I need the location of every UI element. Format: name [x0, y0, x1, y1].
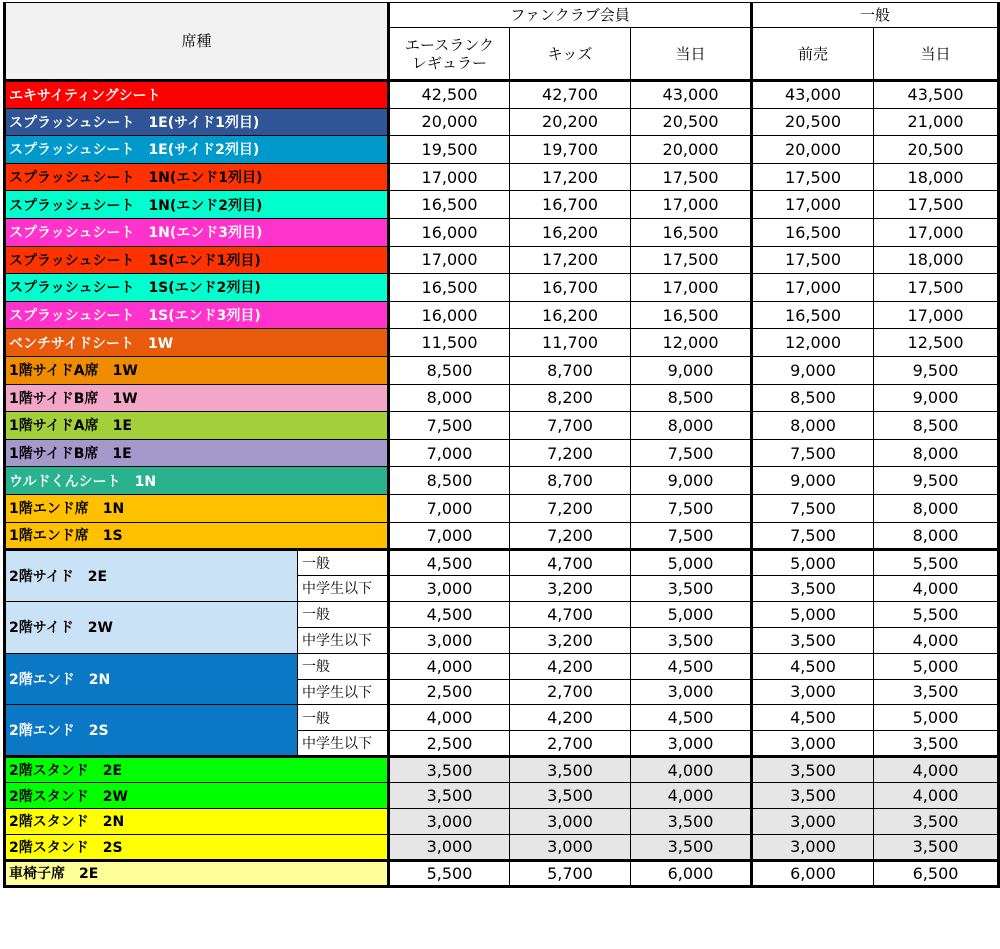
price-cell: 3,200 [510, 575, 631, 601]
seat-name: 2階スタンド 2W [5, 783, 389, 809]
price-cell: 8,000 [631, 412, 752, 440]
table-row [5, 136, 999, 164]
seat-name: エキサイティングシート [5, 81, 389, 109]
price-cell: 17,500 [631, 246, 752, 274]
price-cell: 5,500 [874, 550, 999, 576]
seat-name: 2階スタンド 2E [5, 757, 389, 783]
price-cell: 3,000 [389, 834, 510, 860]
price-cell: 8,500 [874, 412, 999, 440]
price-cell: 3,000 [389, 627, 510, 653]
price-cell: 12,000 [631, 329, 752, 357]
price-cell: 7,500 [389, 412, 510, 440]
table-row [5, 191, 999, 219]
price-cell: 17,500 [874, 274, 999, 302]
price-cell: 17,000 [752, 191, 874, 219]
price-cell: 4,000 [874, 575, 999, 601]
price-cell: 3,000 [752, 731, 874, 757]
price-cell: 9,000 [752, 467, 874, 495]
ticket-type-label: 一般 [298, 705, 389, 731]
price-cell: 20,500 [752, 108, 874, 136]
price-cell: 4,700 [510, 601, 631, 627]
header-ace-regular: エースランク レギュラー [389, 28, 510, 81]
table-row [5, 522, 999, 550]
price-cell: 20,500 [631, 108, 752, 136]
price-cell: 42,700 [510, 81, 631, 109]
price-cell: 16,500 [389, 274, 510, 302]
table-row [5, 218, 999, 246]
price-cell: 7,200 [510, 494, 631, 522]
price-cell: 6,000 [752, 860, 874, 886]
price-cell: 17,000 [874, 301, 999, 329]
price-cell: 42,500 [389, 81, 510, 109]
price-cell: 9,000 [631, 467, 752, 495]
price-cell: 9,000 [631, 356, 752, 384]
seat-name: スプラッシュシート 1N(エンド3列目) [5, 218, 389, 246]
price-cell: 3,500 [631, 627, 752, 653]
price-cell: 20,200 [510, 108, 631, 136]
table-row [5, 108, 999, 136]
price-cell: 20,000 [752, 136, 874, 164]
price-cell: 16,200 [510, 218, 631, 246]
price-cell: 7,500 [752, 522, 874, 550]
header-fan-day: 当日 [631, 28, 752, 81]
price-cell: 16,000 [389, 301, 510, 329]
price-cell: 12,000 [752, 329, 874, 357]
price-cell: 3,000 [631, 679, 752, 705]
price-cell: 7,500 [631, 494, 752, 522]
price-cell: 8,000 [389, 384, 510, 412]
table-row [5, 809, 999, 835]
table-row [5, 705, 999, 731]
ticket-type-label: 一般 [298, 550, 389, 576]
seat-name: 2階サイド 2W [5, 601, 298, 653]
price-cell: 18,000 [874, 163, 999, 191]
price-cell: 8,000 [752, 412, 874, 440]
header-advance: 前売 [752, 28, 874, 81]
table-row [5, 329, 999, 357]
price-cell: 16,500 [389, 191, 510, 219]
price-cell: 3,000 [389, 809, 510, 835]
price-cell: 4,000 [631, 757, 752, 783]
price-cell: 11,500 [389, 329, 510, 357]
price-cell: 16,700 [510, 191, 631, 219]
price-cell: 17,000 [389, 163, 510, 191]
seat-name: 1階エンド席 1S [5, 522, 389, 550]
price-cell: 4,500 [389, 550, 510, 576]
price-cell: 2,500 [389, 731, 510, 757]
price-cell: 5,500 [874, 601, 999, 627]
seat-name: スプラッシュシート 1S(エンド3列目) [5, 301, 389, 329]
price-cell: 3,500 [752, 783, 874, 809]
price-cell: 8,500 [752, 384, 874, 412]
price-cell: 18,000 [874, 246, 999, 274]
price-cell: 3,500 [510, 783, 631, 809]
table-row [5, 467, 999, 495]
price-cell: 3,000 [631, 731, 752, 757]
price-cell: 3,000 [510, 809, 631, 835]
price-cell: 3,000 [752, 834, 874, 860]
seat-name: 2階サイド 2E [5, 550, 298, 602]
price-cell: 7,700 [510, 412, 631, 440]
header-fanclub: ファンクラブ会員 [389, 3, 752, 28]
price-cell: 17,200 [510, 246, 631, 274]
price-cell: 12,500 [874, 329, 999, 357]
seat-name: 2階エンド 2N [5, 653, 298, 705]
price-cell: 16,500 [752, 218, 874, 246]
header-seat-type: 席種 [5, 3, 389, 81]
seat-name: ウルドくんシート 1N [5, 467, 389, 495]
seat-name: ベンチサイドシート 1W [5, 329, 389, 357]
seat-name: スプラッシュシート 1E(サイド2列目) [5, 136, 389, 164]
price-cell: 8,000 [874, 439, 999, 467]
price-cell: 17,500 [631, 163, 752, 191]
price-cell: 4,500 [752, 705, 874, 731]
price-cell: 7,500 [752, 494, 874, 522]
price-cell: 43,000 [752, 81, 874, 109]
seat-name: スプラッシュシート 1S(エンド2列目) [5, 274, 389, 302]
seat-name: スプラッシュシート 1E(サイド1列目) [5, 108, 389, 136]
table-row [5, 834, 999, 860]
price-cell: 6,000 [631, 860, 752, 886]
ticket-type-label: 一般 [298, 653, 389, 679]
price-cell: 2,700 [510, 679, 631, 705]
price-cell: 3,500 [874, 679, 999, 705]
price-cell: 4,500 [752, 653, 874, 679]
price-cell: 17,000 [874, 218, 999, 246]
price-cell: 4,000 [874, 627, 999, 653]
price-cell: 9,500 [874, 467, 999, 495]
ticket-type-label: 中学生以下 [298, 679, 389, 705]
ticket-type-label: 中学生以下 [298, 731, 389, 757]
table-row [5, 301, 999, 329]
price-cell: 4,200 [510, 653, 631, 679]
price-cell: 3,000 [389, 575, 510, 601]
price-cell: 21,000 [874, 108, 999, 136]
price-cell: 3,000 [752, 679, 874, 705]
ticket-type-label: 中学生以下 [298, 575, 389, 601]
seat-name: 1階サイドA席 1W [5, 356, 389, 384]
price-cell: 5,000 [874, 653, 999, 679]
price-cell: 4,000 [389, 705, 510, 731]
seat-name: スプラッシュシート 1N(エンド1列目) [5, 163, 389, 191]
table-row [5, 412, 999, 440]
price-cell: 5,000 [874, 705, 999, 731]
price-cell: 43,000 [631, 81, 752, 109]
price-cell: 3,500 [752, 627, 874, 653]
price-cell: 4,500 [389, 601, 510, 627]
table-row [5, 356, 999, 384]
table-row [5, 494, 999, 522]
seat-name: 1階サイドB席 1E [5, 439, 389, 467]
seat-name: 1階エンド席 1N [5, 494, 389, 522]
price-cell: 9,000 [874, 384, 999, 412]
price-cell: 7,200 [510, 439, 631, 467]
price-cell: 5,700 [510, 860, 631, 886]
table-row [5, 163, 999, 191]
price-cell: 17,000 [389, 246, 510, 274]
ticket-type-label: 一般 [298, 601, 389, 627]
price-cell: 8,200 [510, 384, 631, 412]
table-row [5, 653, 999, 679]
price-cell: 8,000 [874, 494, 999, 522]
header-general: 一般 [752, 3, 999, 28]
price-cell: 3,500 [631, 575, 752, 601]
header-kids: キッズ [510, 28, 631, 81]
seat-name: スプラッシュシート 1N(エンド2列目) [5, 191, 389, 219]
price-cell: 7,500 [752, 439, 874, 467]
price-cell: 3,000 [510, 834, 631, 860]
price-cell: 7,000 [389, 522, 510, 550]
table-row [5, 81, 999, 109]
price-cell: 19,500 [389, 136, 510, 164]
price-cell: 20,000 [631, 136, 752, 164]
price-cell: 5,500 [389, 860, 510, 886]
seat-name: 2階スタンド 2S [5, 834, 389, 860]
price-cell: 5,000 [752, 601, 874, 627]
price-cell: 4,200 [510, 705, 631, 731]
price-cell: 11,700 [510, 329, 631, 357]
seat-name: 2階スタンド 2N [5, 809, 389, 835]
table-row [5, 439, 999, 467]
price-cell: 4,500 [631, 653, 752, 679]
price-cell: 16,500 [631, 218, 752, 246]
price-cell: 16,200 [510, 301, 631, 329]
seat-name: 1階サイドA席 1E [5, 412, 389, 440]
price-cell: 17,000 [631, 274, 752, 302]
price-cell: 8,700 [510, 356, 631, 384]
price-cell: 7,500 [631, 439, 752, 467]
table-row [5, 384, 999, 412]
price-cell: 3,500 [874, 809, 999, 835]
table-row [5, 550, 999, 576]
price-cell: 4,000 [874, 757, 999, 783]
price-cell: 2,700 [510, 731, 631, 757]
price-cell: 4,000 [631, 783, 752, 809]
table-row [5, 783, 999, 809]
price-cell: 43,500 [874, 81, 999, 109]
price-cell: 6,500 [874, 860, 999, 886]
price-table [3, 2, 1000, 888]
price-cell: 3,500 [631, 809, 752, 835]
price-cell: 3,500 [389, 783, 510, 809]
price-cell: 3,500 [874, 834, 999, 860]
price-cell: 19,700 [510, 136, 631, 164]
seat-name: スプラッシュシート 1S(エンド1列目) [5, 246, 389, 274]
price-cell: 3,500 [874, 731, 999, 757]
price-cell: 7,000 [389, 439, 510, 467]
price-cell: 4,000 [389, 653, 510, 679]
price-cell: 7,200 [510, 522, 631, 550]
price-cell: 8,000 [874, 522, 999, 550]
price-cell: 3,500 [510, 757, 631, 783]
price-cell: 2,500 [389, 679, 510, 705]
price-cell: 16,500 [631, 301, 752, 329]
price-cell: 16,500 [752, 301, 874, 329]
price-cell: 8,500 [389, 356, 510, 384]
price-cell: 3,500 [752, 757, 874, 783]
seat-name: 1階サイドB席 1W [5, 384, 389, 412]
price-cell: 5,000 [752, 550, 874, 576]
seat-name: 2階エンド 2S [5, 705, 298, 757]
price-cell: 17,000 [752, 274, 874, 302]
price-cell: 20,000 [389, 108, 510, 136]
price-cell: 4,000 [874, 783, 999, 809]
price-cell: 5,000 [631, 550, 752, 576]
price-cell: 16,000 [389, 218, 510, 246]
ticket-type-label: 中学生以下 [298, 627, 389, 653]
price-cell: 3,200 [510, 627, 631, 653]
table-row [5, 274, 999, 302]
price-cell: 4,700 [510, 550, 631, 576]
price-cell: 17,200 [510, 163, 631, 191]
price-cell: 3,000 [752, 809, 874, 835]
price-cell: 17,000 [631, 191, 752, 219]
price-cell: 17,500 [752, 163, 874, 191]
price-cell: 7,500 [631, 522, 752, 550]
price-cell: 8,500 [389, 467, 510, 495]
price-cell: 4,500 [631, 705, 752, 731]
price-cell: 3,500 [631, 834, 752, 860]
table-row [5, 757, 999, 783]
table-row [5, 246, 999, 274]
price-cell: 8,700 [510, 467, 631, 495]
seat-name: 車椅子席 2E [5, 860, 389, 886]
price-cell: 8,500 [631, 384, 752, 412]
price-cell: 20,500 [874, 136, 999, 164]
price-cell: 17,500 [752, 246, 874, 274]
price-cell: 7,000 [389, 494, 510, 522]
price-cell: 3,500 [752, 575, 874, 601]
price-cell: 5,000 [631, 601, 752, 627]
price-cell: 9,000 [752, 356, 874, 384]
header-general-day: 当日 [874, 28, 999, 81]
price-cell: 16,700 [510, 274, 631, 302]
price-cell: 17,500 [874, 191, 999, 219]
table-row [5, 601, 999, 627]
price-cell: 9,500 [874, 356, 999, 384]
table-row [5, 860, 999, 886]
price-cell: 3,500 [389, 757, 510, 783]
